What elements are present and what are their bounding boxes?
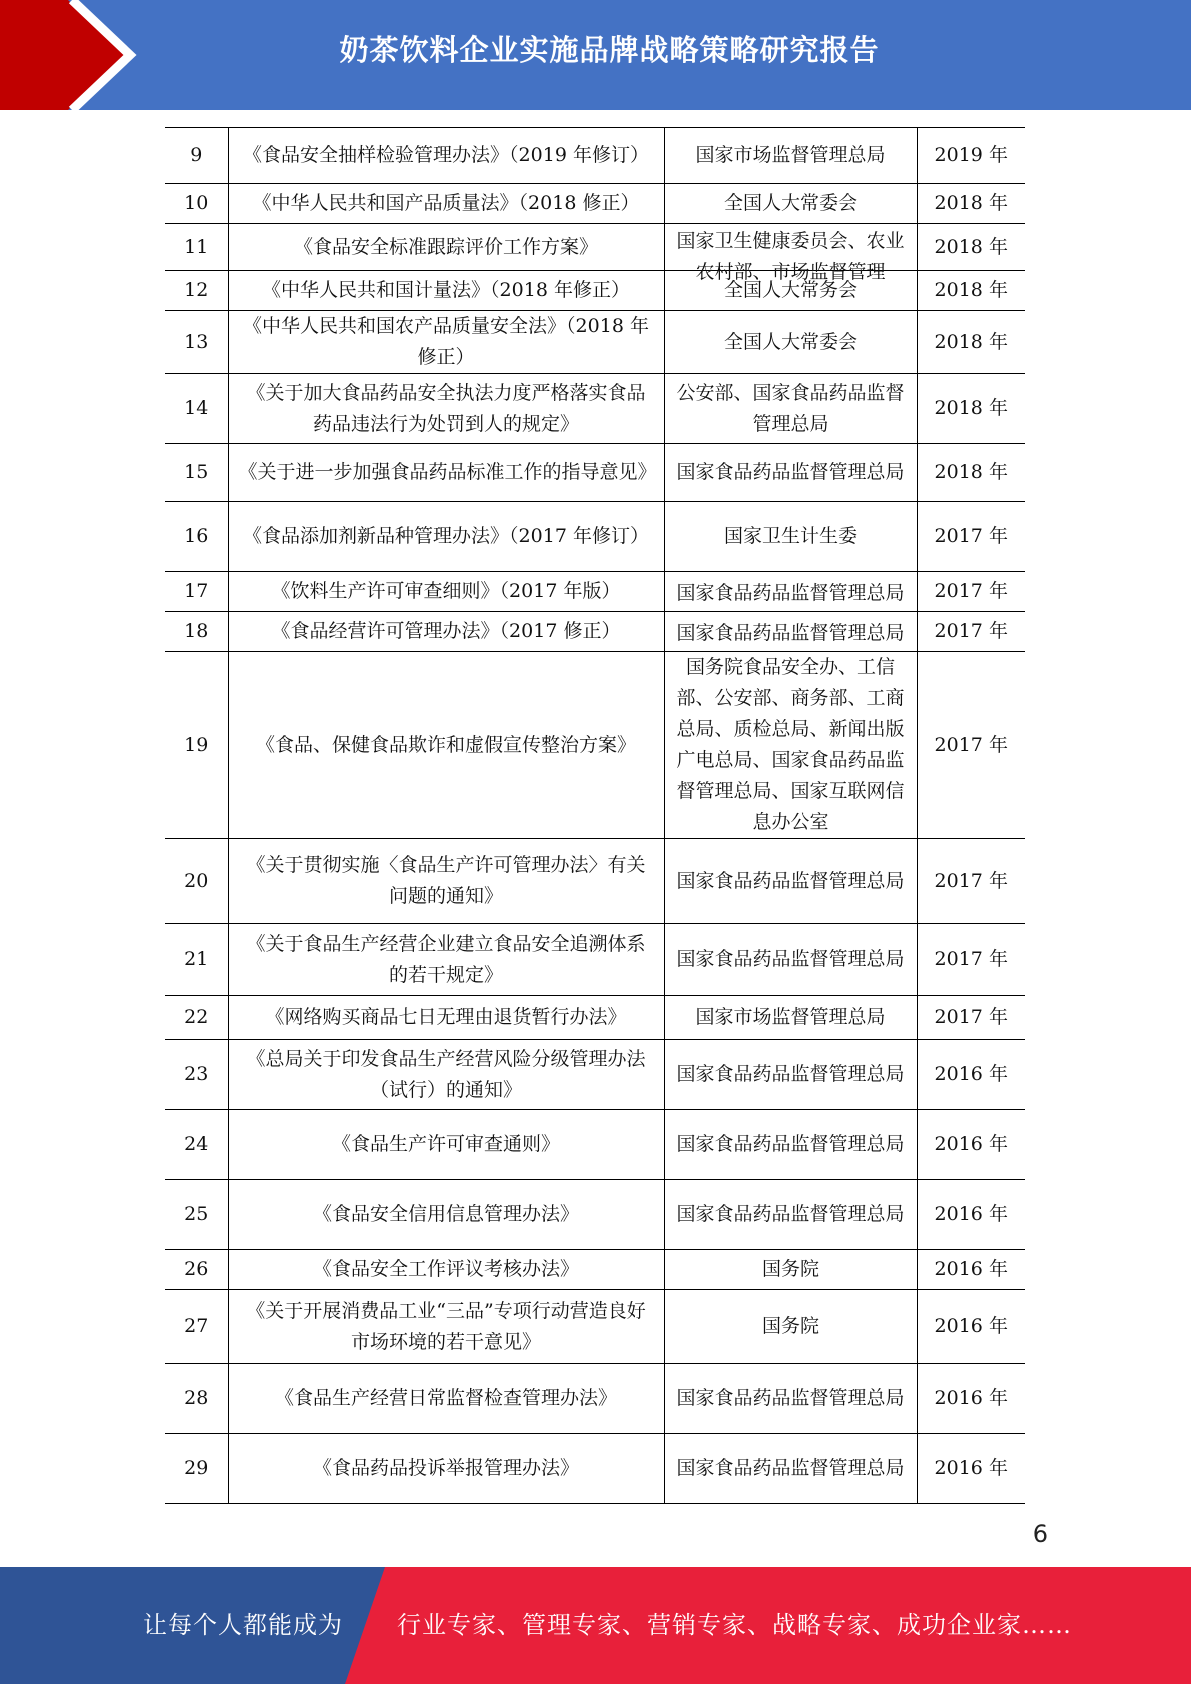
row-number: 29 <box>165 1434 228 1504</box>
row-number: 25 <box>165 1180 228 1250</box>
issuing-authority <box>664 612 917 652</box>
issue-year: 2017 年 <box>917 652 1025 839</box>
table-row <box>165 1250 1025 1290</box>
table-row <box>165 839 1025 924</box>
regulation-title: 《食品生产许可审查通则》 <box>228 1110 664 1180</box>
issue-year: 2016 年 <box>917 1434 1025 1504</box>
issuing-authority <box>664 224 917 283</box>
table-row <box>165 224 1025 271</box>
regulation-title: 《饮料生产许可审查细则》（2017 年版） <box>228 572 664 612</box>
issuing-authority-text: 国家食品药品监督管理总局 <box>676 581 905 604</box>
issuing-authority: 国务院食品安全办、工信部、公安部、商务部、工商总局、质检总局、新闻出版广电总局、国家食品药品监督管理总局、国家互联网信息办公室 <box>664 652 917 839</box>
row-number: 19 <box>165 652 228 839</box>
table-row <box>165 444 1025 502</box>
table-row <box>165 1110 1025 1180</box>
table-row <box>165 128 1025 184</box>
issue-year: 2017 年 <box>917 839 1025 924</box>
issuing-authority: 全国人大常委会 <box>664 184 917 224</box>
report-title: 奶茶饮料企业实施品牌战略策略研究报告 <box>339 33 880 67</box>
issuing-authority: 国家食品药品监督管理总局 <box>664 1110 917 1180</box>
regulation-title: 《食品药品投诉举报管理办法》 <box>228 1434 664 1504</box>
issue-year: 2016 年 <box>917 1364 1025 1434</box>
table-row <box>165 1290 1025 1364</box>
issue-year: 2016 年 <box>917 1110 1025 1180</box>
issuing-authority: 全国人大常委会 <box>664 311 917 374</box>
regulation-title: 《关于进一步加强食品药品标准工作的指导意见》 <box>228 444 664 502</box>
issuing-authority: 国家食品药品监督管理总局 <box>664 839 917 924</box>
row-number: 11 <box>165 224 228 271</box>
table-row <box>165 996 1025 1040</box>
regulation-title: 《网络购买商品七日无理由退货暂行办法》 <box>228 996 664 1040</box>
regulation-title: 《食品生产经营日常监督检查管理办法》 <box>228 1364 664 1434</box>
issue-year: 2019 年 <box>917 128 1025 184</box>
row-number: 27 <box>165 1290 228 1364</box>
issuing-authority-text: 国家食品药品监督管理总局 <box>676 621 905 644</box>
table-row <box>165 1040 1025 1110</box>
row-number: 18 <box>165 612 228 652</box>
regulation-title: 《关于开展消费品工业“三品”专项行动营造良好市场环境的若干意见》 <box>228 1290 664 1364</box>
issuing-authority: 国家市场监督管理总局 <box>664 128 917 184</box>
table-row <box>165 1180 1025 1250</box>
footer-slogan-left: 让每个人都能成为 <box>143 1611 343 1639</box>
row-number: 21 <box>165 924 228 996</box>
header-banner <box>0 0 1191 110</box>
issue-year: 2016 年 <box>917 1180 1025 1250</box>
table-row <box>165 271 1025 311</box>
issue-year: 2017 年 <box>917 612 1025 652</box>
issue-year: 2018 年 <box>917 374 1025 444</box>
regulation-title: 《中华人民共和国计量法》（2018 年修正） <box>228 271 664 311</box>
issue-year: 2018 年 <box>917 271 1025 311</box>
regulation-title: 《关于加大食品药品安全执法力度严格落实食品药品违法行为处罚到人的规定》 <box>228 374 664 444</box>
row-number: 15 <box>165 444 228 502</box>
table-row <box>165 374 1025 444</box>
row-number: 16 <box>165 502 228 572</box>
issue-year: 2018 年 <box>917 184 1025 224</box>
regulations-table <box>165 127 1025 1504</box>
issuing-authority-text: 国家卫生健康委员会、农业农村部、市场监督管理 <box>676 230 905 283</box>
row-number: 14 <box>165 374 228 444</box>
issue-year: 2016 年 <box>917 1040 1025 1110</box>
issue-year: 2017 年 <box>917 572 1025 612</box>
row-number: 17 <box>165 572 228 612</box>
issuing-authority: 全国人大常务会 <box>664 271 917 311</box>
row-number: 20 <box>165 839 228 924</box>
issuing-authority: 国家食品药品监督管理总局 <box>664 1040 917 1110</box>
regulation-title: 《食品经营许可管理办法》（2017 修正） <box>228 612 664 652</box>
issue-year: 2018 年 <box>917 311 1025 374</box>
row-number: 24 <box>165 1110 228 1180</box>
table-row <box>165 311 1025 374</box>
table-row <box>165 1364 1025 1434</box>
regulation-title: 《食品安全工作评议考核办法》 <box>228 1250 664 1290</box>
issuing-authority: 国家卫生计生委 <box>664 502 917 572</box>
issue-year: 2017 年 <box>917 502 1025 572</box>
issuing-authority: 国家食品药品监督管理总局 <box>664 444 917 502</box>
issuing-authority: 国家食品药品监督管理总局 <box>664 1364 917 1434</box>
row-number: 10 <box>165 184 228 224</box>
table-row <box>165 502 1025 572</box>
table-row <box>165 924 1025 996</box>
issue-year: 2018 年 <box>917 444 1025 502</box>
issuing-authority: 国家食品药品监督管理总局 <box>664 1180 917 1250</box>
issuing-authority <box>664 572 917 612</box>
row-number: 12 <box>165 271 228 311</box>
issuing-authority: 国务院 <box>664 1290 917 1364</box>
row-number: 22 <box>165 996 228 1040</box>
regulation-title: 《食品、保健食品欺诈和虚假宣传整治方案》 <box>228 652 664 839</box>
regulations-table-container <box>165 127 1025 1504</box>
regulation-title: 《关于食品生产经营企业建立食品安全追溯体系的若干规定》 <box>228 924 664 996</box>
regulation-title: 《食品安全标准跟踪评价工作方案》 <box>228 224 664 271</box>
footer-slogan-right: 行业专家、管理专家、营销专家、战略专家、成功企业家…… <box>397 1611 1072 1639</box>
issue-year: 2017 年 <box>917 924 1025 996</box>
issue-year: 2017 年 <box>917 996 1025 1040</box>
regulation-title: 《中华人民共和国产品质量法》（2018 修正） <box>228 184 664 224</box>
table-row <box>165 572 1025 612</box>
issuing-authority: 国家市场监督管理总局 <box>664 996 917 1040</box>
issue-year: 2016 年 <box>917 1290 1025 1364</box>
row-number: 28 <box>165 1364 228 1434</box>
issuing-authority: 公安部、国家食品药品监督管理总局 <box>664 374 917 444</box>
issuing-authority: 国务院 <box>664 1250 917 1290</box>
footer-banner <box>0 1567 1191 1684</box>
regulation-title: 《中华人民共和国农产品质量安全法》（2018 年修正） <box>228 311 664 374</box>
table-row <box>165 184 1025 224</box>
page-number: 6 <box>1032 1520 1048 1548</box>
issuing-authority: 国家食品药品监督管理总局 <box>664 924 917 996</box>
regulation-title: 《食品安全信用信息管理办法》 <box>228 1180 664 1250</box>
row-number: 13 <box>165 311 228 374</box>
table-row <box>165 1434 1025 1504</box>
issue-year: 2018 年 <box>917 224 1025 271</box>
row-number: 23 <box>165 1040 228 1110</box>
row-number: 9 <box>165 128 228 184</box>
regulation-title: 《关于贯彻实施〈食品生产许可管理办法〉有关问题的通知》 <box>228 839 664 924</box>
row-number: 26 <box>165 1250 228 1290</box>
regulation-title: 《食品添加剂新品种管理办法》（2017 年修订） <box>228 502 664 572</box>
issuing-authority: 国家食品药品监督管理总局 <box>664 1434 917 1504</box>
table-row <box>165 652 1025 839</box>
regulation-title: 《食品安全抽样检验管理办法》（2019 年修订） <box>228 128 664 184</box>
table-row <box>165 612 1025 652</box>
regulation-title: 《总局关于印发食品生产经营风险分级管理办法（试行）的通知》 <box>228 1040 664 1110</box>
issue-year: 2016 年 <box>917 1250 1025 1290</box>
